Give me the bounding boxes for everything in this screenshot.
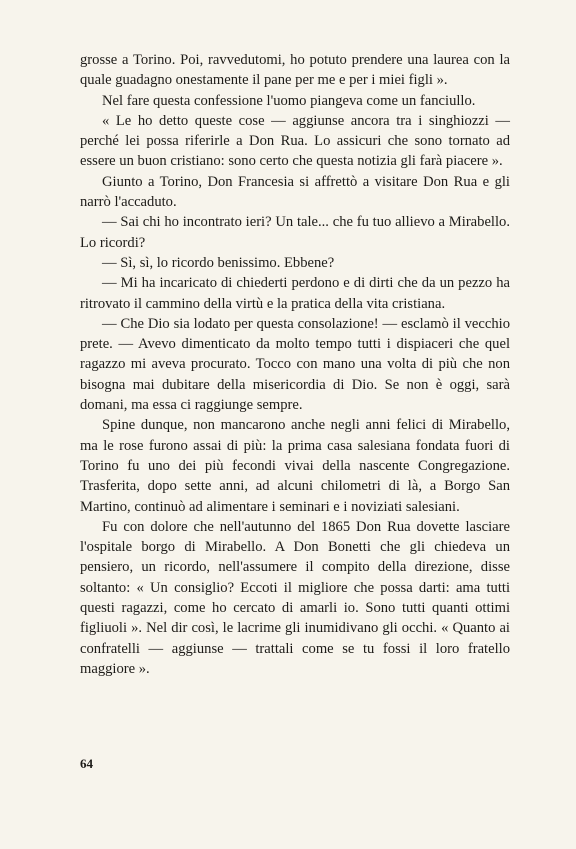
paragraph: Fu con dolore che nell'autunno del 1865 Don Rua dovette lasciare l'ospitale borgo di Mirabello. A Don Bonetti che gli chiedeva un pensiero, un ricordo, nell'assumere il compito della direzione, disse soltanto: « Un consiglio? Eccoti il migliore che possa darti: ama tutti questi ragazzi, come ho cercato di amarli io. Sono tutti quanti ottimi figliuoli ». Nel dir così, le lacrime gli inumidivano gli occhi. « Quanto ai confratelli — aggiunse — trattali come se tu fossi il loro fratello maggiore ». xyxy=(80,518,510,677)
dialogue-line: — Sai chi ho incontrato ieri? Un tale... che fu tuo allievo a Mirabello. Lo ricordi? xyxy=(80,214,510,251)
paragraph: « Le ho detto queste cose — aggiunse ancora tra i singhiozzi — perché lei possa riferirle a Don Rua. Lo assicuri che sono tornato ad essere un buon cristiano: sono certo che questa notizia gli farà piacere ». xyxy=(80,112,510,170)
paragraph: Giunto a Torino, Don Francesia si affrettò a visitare Don Rua e gli narrò l'accaduto. xyxy=(80,173,510,211)
paragraph: grosse a Torino. Poi, ravvedutomi, ho potuto prendere una laurea con la quale guadagno onestamente il pane per me e per i miei figli ». xyxy=(80,52,510,89)
dialogue-line: — Che Dio sia lodato per questa consolazione! — esclamò il vecchio prete. — Avevo dimenticato da molto tempo tutti i dispiaceri che quel ragazzo mi aveva procurato. Tocco con mano una volta di più che non bisogna mai dubitare della misericordia di Dio. Se non è oggi, sarà domani, ma essa ci raggiunge sempre. xyxy=(80,315,510,414)
dialogue-line: — Mi ha incaricato di chiederti perdono e di dirti che da un pezzo ha ritrovato il cammino della virtù e la pratica della vita cristiana. xyxy=(80,275,510,312)
paragraph: Nel fare questa confessione l'uomo piangeva come un fanciullo. xyxy=(102,92,476,109)
page-number: 64 xyxy=(80,756,93,771)
paragraph: Spine dunque, non mancarono anche negli anni felici di Mirabello, ma le rose furono assai di più: la prima casa salesiana fondata fuori di Torino fu uno dei più fecondi vivai della nascente Congregazione. Trasferita, dopo sette anni, ad alcuni chilometri di là, a Borgo San Martino, continuò ad alimentare i seminari e i noviziati salesiani. xyxy=(80,417,510,515)
dialogue-line: — Sì, sì, lo ricordo benissimo. Ebbene? xyxy=(102,254,335,271)
body-text xyxy=(80,50,510,679)
